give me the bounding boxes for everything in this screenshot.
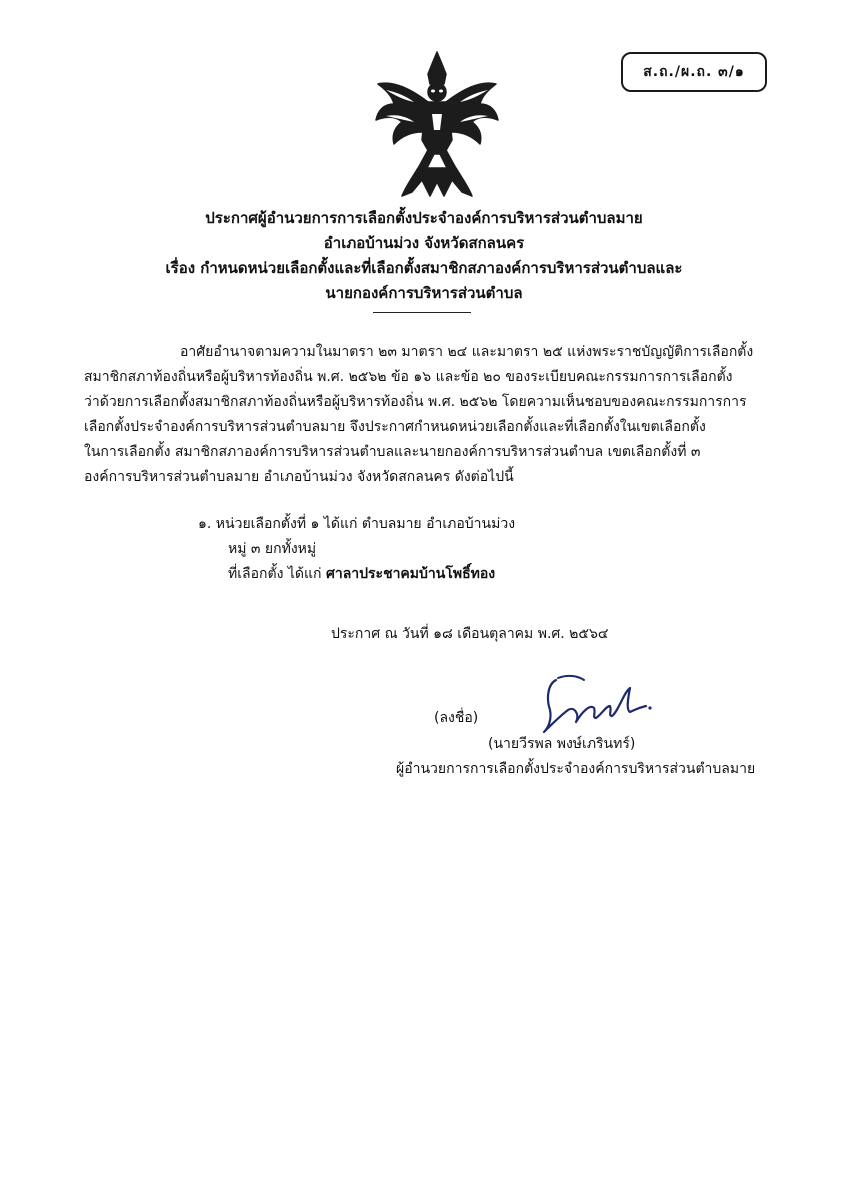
body-line-2: สมาชิกสภาท้องถิ่นหรือผู้บริหารท้องถิ่น พ.ศ. ๒๕๖๒ ข้อ ๑๖ และข้อ ๒๐ ของระเบียบคณะกรรมการการเลือกตั้ง: [84, 369, 733, 385]
body-line-5: ในการเลือกตั้ง สมาชิกสภาองค์การบริหารส่วนตำบลและนายกองค์การบริหารส่วนตำบล เขตเลือกตั้งที่ ๓: [84, 444, 701, 460]
body-line-3: ว่าด้วยการเลือกตั้งสมาชิกสภาท้องถิ่นหรือผู้บริหารท้องถิ่น พ.ศ. ๒๕๖๒ โดยความเห็นชอบของคณะกรรมการการ: [84, 394, 747, 410]
signer-name: (นายวีรพล พงษ์เภรินทร์): [488, 736, 636, 752]
heading-line-4: นายกองค์การบริหารส่วนตำบล: [325, 284, 523, 302]
garuda-emblem-icon: [372, 50, 502, 200]
polling-place-label: ที่เลือกตั้ง ได้แก่: [228, 566, 326, 582]
heading-line-2: อำเภอบ้านม่วง จังหวัดสกลนคร: [323, 234, 525, 252]
unit-line-1: ๑. หน่วยเลือกตั้งที่ ๑ ได้แก่ ตำบลมาย อำเภอบ้านม่วง: [198, 516, 516, 532]
heading-divider: [373, 312, 471, 313]
document-code: ส.ถ./ผ.ถ. ๓/๑: [643, 64, 745, 80]
polling-place-name: ศาลาประชาคมบ้านโพธิ์ทอง: [325, 566, 496, 582]
announce-date: ประกาศ ณ วันที่ ๑๘ เดือนตุลาคม พ.ศ. ๒๕๖๔: [331, 626, 609, 642]
unit-line-2: หมู่ ๓ ยกทั้งหมู่: [228, 541, 317, 557]
body-line-6: องค์การบริหารส่วนตำบลมาย อำเภอบ้านม่วง จังหวัดสกลนคร ดังต่อไปนี้: [84, 469, 514, 485]
sign-label: (ลงชื่อ): [434, 710, 479, 726]
signer-position: ผู้อำนวยการการเลือกตั้งประจำองค์การบริหารส่วนตำบลมาย: [396, 761, 756, 777]
body-line-1: อาศัยอำนาจตามความในมาตรา ๒๓ มาตรา ๒๔ และมาตรา ๒๕ แห่งพระราชบัญญัติการเลือกตั้ง: [180, 344, 754, 360]
heading-line-1: ประกาศผู้อำนวยการการเลือกตั้งประจำองค์การบริหารส่วนตำบลมาย: [205, 209, 643, 227]
heading-line-3: เรื่อง กำหนดหน่วยเลือกตั้งและที่เลือกตั้งสมาชิกสภาองค์การบริหารส่วนตำบลและ: [165, 259, 683, 277]
document-code-box: [621, 52, 767, 92]
body-line-4: เลือกตั้งประจำองค์การบริหารส่วนตำบลมาย จึงประกาศกำหนดหน่วยเลือกตั้งและที่เลือกตั้งในเขตเลือกตั้ง: [84, 419, 706, 435]
unit-line-3: [228, 562, 495, 586]
signature-icon: [538, 670, 658, 740]
